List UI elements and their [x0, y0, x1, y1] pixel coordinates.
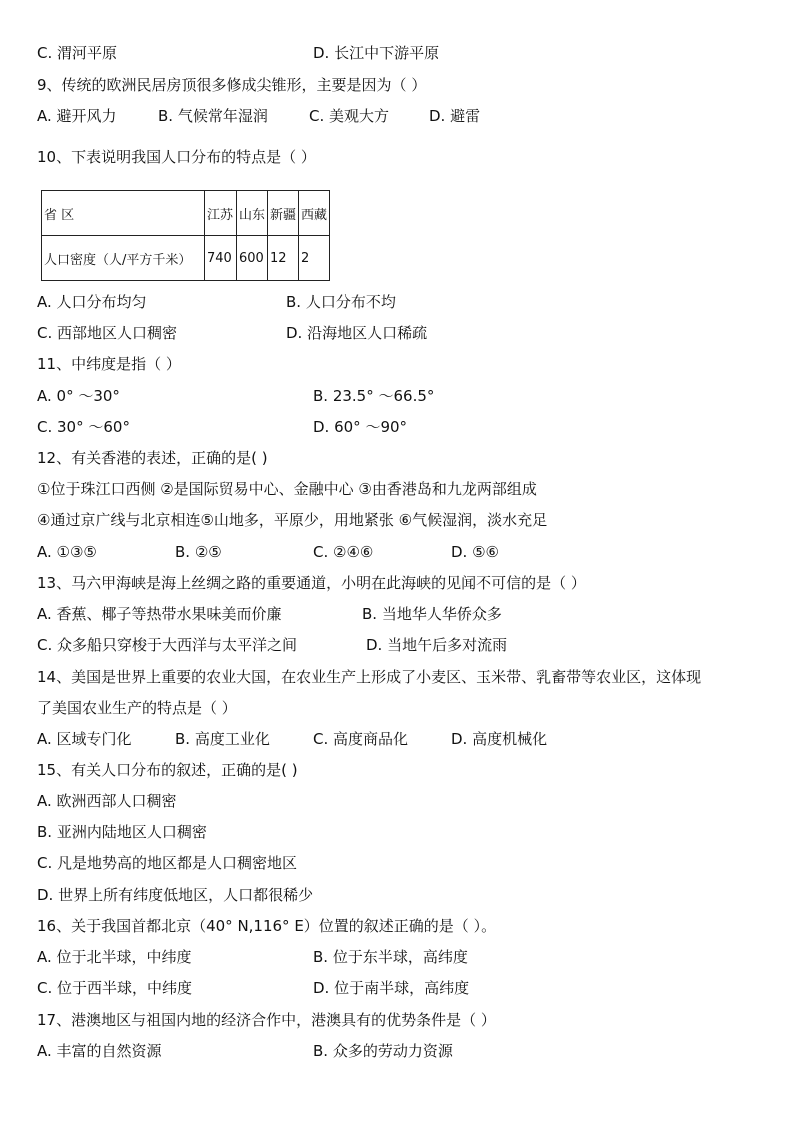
- table-header-jiangsu: 江苏: [205, 191, 237, 236]
- q15-option-c: C. 凡是地势高的地区都是人口稠密地区: [37, 854, 298, 872]
- q10-option-b: B. 人口分布不均: [286, 293, 396, 311]
- q11-option-b: B. 23.5° ～66.5°: [313, 387, 435, 405]
- table-header-xizang: 西藏: [299, 191, 330, 236]
- q15-option-a: A. 欧洲西部人口稠密: [37, 792, 177, 810]
- table-cell-jiangsu: 740: [205, 236, 237, 281]
- q14-option-b: B. 高度工业化: [175, 730, 270, 748]
- q14-option-d: D. 高度机械化: [451, 730, 548, 748]
- q12-option-a: A. ①③⑤: [37, 543, 97, 561]
- q11-option-a: A. 0° ～30°: [37, 387, 120, 405]
- q14-option-c: C. 高度商品化: [313, 730, 409, 748]
- q15-option-b: B. 亚洲内陆地区人口稠密: [37, 823, 207, 841]
- q16-stem: 16、关于我国首都北京（40° N,116° E）位置的叙述正确的是（ ）。: [37, 917, 497, 935]
- q9-option-c: C. 美观大方: [309, 107, 390, 125]
- table-header-shandong: 山东: [237, 191, 268, 236]
- table-row: [42, 191, 330, 236]
- table-cell-xizang: 2: [299, 236, 330, 281]
- q11-option-d: D. 60° ～90°: [313, 418, 408, 436]
- q16-option-d: D. 位于南半球，高纬度: [313, 979, 470, 997]
- q11-option-c: C. 30° ～60°: [37, 418, 130, 436]
- q9-stem: 9、传统的欧洲民居房顶很多修成尖锥形，主要是因为（ ）: [37, 76, 427, 94]
- q16-option-a: A. 位于北半球，中纬度: [37, 948, 192, 966]
- q10-option-d: D. 沿海地区人口稀疏: [286, 324, 428, 342]
- q13-option-d: D. 当地午后多对流雨: [366, 636, 508, 654]
- q8-option-d: D. 长江中下游平原: [313, 44, 440, 62]
- q12-stem: 12、有关香港的表述，正确的是( ): [37, 449, 268, 467]
- q17-option-b: B. 众多的劳动力资源: [313, 1042, 453, 1060]
- q12-option-b: B. ②⑤: [175, 543, 222, 561]
- q13-option-c: C. 众多船只穿梭于大西洋与太平洋之间: [37, 636, 298, 654]
- q10-stem: 10、下表说明我国人口分布的特点是（ ）: [37, 148, 316, 166]
- population-density-table: [41, 190, 330, 281]
- q15-stem: 15、有关人口分布的叙述，正确的是( ): [37, 761, 298, 779]
- table-cell-xinjiang: 12: [268, 236, 299, 281]
- q13-option-b: B. 当地华人华侨众多: [362, 605, 502, 623]
- table-row: [42, 236, 330, 281]
- table-cell-density-label: 人口密度（人/平方千米）: [42, 236, 205, 281]
- table-cell-shandong: 600: [237, 236, 268, 281]
- q14-option-a: A. 区域专门化: [37, 730, 132, 748]
- q10-option-c: C. 西部地区人口稠密: [37, 324, 178, 342]
- q11-stem: 11、中纬度是指（ ）: [37, 355, 181, 373]
- q14-stem-line2: 了美国农业生产的特点是（ ）: [37, 699, 237, 717]
- q15-option-d: D. 世界上所有纬度低地区，人口都很稀少: [37, 886, 314, 904]
- q10-option-a: A. 人口分布均匀: [37, 293, 147, 311]
- q13-option-a: A. 香蕉、椰子等热带水果味美而价廉: [37, 605, 282, 623]
- q9-option-a: A. 避开风力: [37, 107, 117, 125]
- q12-option-d: D. ⑤⑥: [451, 543, 499, 561]
- q13-stem: 13、马六甲海峡是海上丝绸之路的重要通道，小明在此海峡的见闻不可信的是（ ）: [37, 574, 586, 592]
- q17-option-a: A. 丰富的自然资源: [37, 1042, 162, 1060]
- q9-option-d: D. 避雷: [429, 107, 481, 125]
- table-header-province: 省 区: [42, 191, 205, 236]
- table-header-xinjiang: 新疆: [268, 191, 299, 236]
- q14-stem-line1: 14、美国是世界上重要的农业大国，在农业生产上形成了小麦区、玉米带、乳畜带等农业区，这体现: [37, 668, 702, 686]
- q9-option-b: B. 气候常年湿润: [158, 107, 268, 125]
- q12-option-c: C. ②④⑥: [313, 543, 374, 561]
- q8-option-c: C. 渭河平原: [37, 44, 118, 62]
- q16-option-c: C. 位于西半球，中纬度: [37, 979, 193, 997]
- q17-stem: 17、港澳地区与祖国内地的经济合作中，港澳具有的优势条件是（ ）: [37, 1011, 496, 1029]
- q16-option-b: B. 位于东半球，高纬度: [313, 948, 468, 966]
- q12-statements-2: ④通过京广线与北京相连⑤山地多，平原少，用地紧张 ⑥气候湿润，淡水充足: [37, 511, 548, 529]
- q12-statements-1: ①位于珠江口西侧 ②是国际贸易中心、金融中心 ③由香港岛和九龙两部组成: [37, 480, 537, 498]
